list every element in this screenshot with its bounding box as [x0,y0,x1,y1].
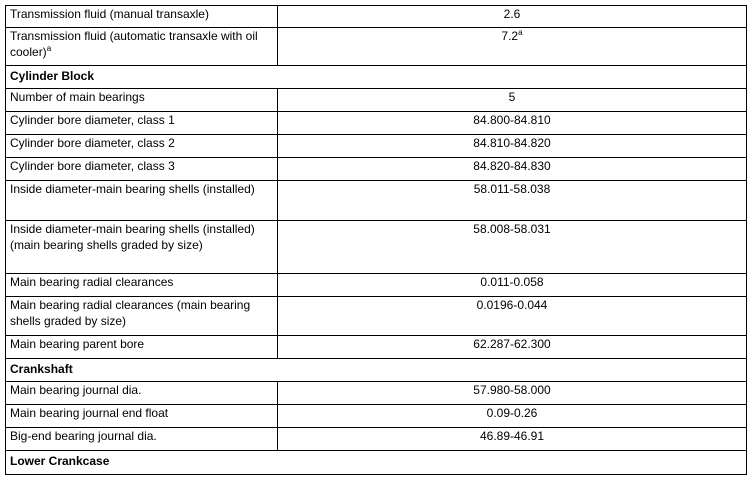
section-header [6,359,747,382]
row-value: 84.810-84.820 [278,135,747,158]
row-label: Cylinder bore diameter, class 1 [6,112,278,135]
row-value: 7.2$^a$ [278,28,747,66]
footnote-marker: a [46,44,52,53]
table-row [6,6,747,28]
section-header [6,451,747,475]
section-title: Lower Crankcase [6,451,747,475]
table-row [6,428,747,451]
row-label: Cylinder bore diameter, class 3 [6,158,278,181]
row-value: 57.980-58.000 [278,382,747,405]
row-value: 0.09-0.26 [278,405,747,428]
row-value: 62.287-62.300 [278,336,747,359]
row-label: Cylinder bore diameter, class 2 [6,135,278,158]
section-title: Crankshaft [6,359,747,382]
row-value: 58.008-58.031 [278,221,747,274]
row-label: Main bearing radial clearances [6,274,278,297]
row-label: Inside diameter-main bearing shells (installed) (main bearing shells graded by size) [6,221,278,274]
section-header [6,66,747,89]
row-value: 0.0196-0.044 [278,297,747,336]
row-label: Inside diameter-main bearing shells (installed) [6,181,278,221]
row-value: 84.800-84.810 [278,112,747,135]
row-label: Number of main bearings [6,89,278,112]
row-label: Big-end bearing journal dia. [6,428,278,451]
row-label: Transmission fluid (automatic transaxle with oil cooler)$^a$ [6,28,278,66]
row-value: 58.011-58.038 [278,181,747,221]
row-value: 2.6 [278,6,747,28]
row-label: Transmission fluid (manual transaxle) [6,6,278,28]
section-title: Cylinder Block [6,66,747,89]
table-row [6,158,747,181]
row-value: 0.011-0.058 [278,274,747,297]
table-row [6,336,747,359]
row-label: Main bearing journal end float [6,405,278,428]
table-row [6,28,747,66]
table-row [6,181,747,221]
table-row [6,221,747,274]
footnote-marker: a [518,28,523,37]
row-label: Main bearing journal dia. [6,382,278,405]
row-label: Main bearing parent bore [6,336,278,359]
row-value: 46.89-46.91 [278,428,747,451]
row-label: Main bearing radial clearances (main bearing shells graded by size) [6,297,278,336]
table-row [6,112,747,135]
specification-table [5,5,747,475]
table-row [6,274,747,297]
row-value: 84.820-84.830 [278,158,747,181]
row-value: 5 [278,89,747,112]
table-row [6,297,747,336]
table-row [6,382,747,405]
table-row [6,405,747,428]
table-row [6,135,747,158]
table-row [6,89,747,112]
